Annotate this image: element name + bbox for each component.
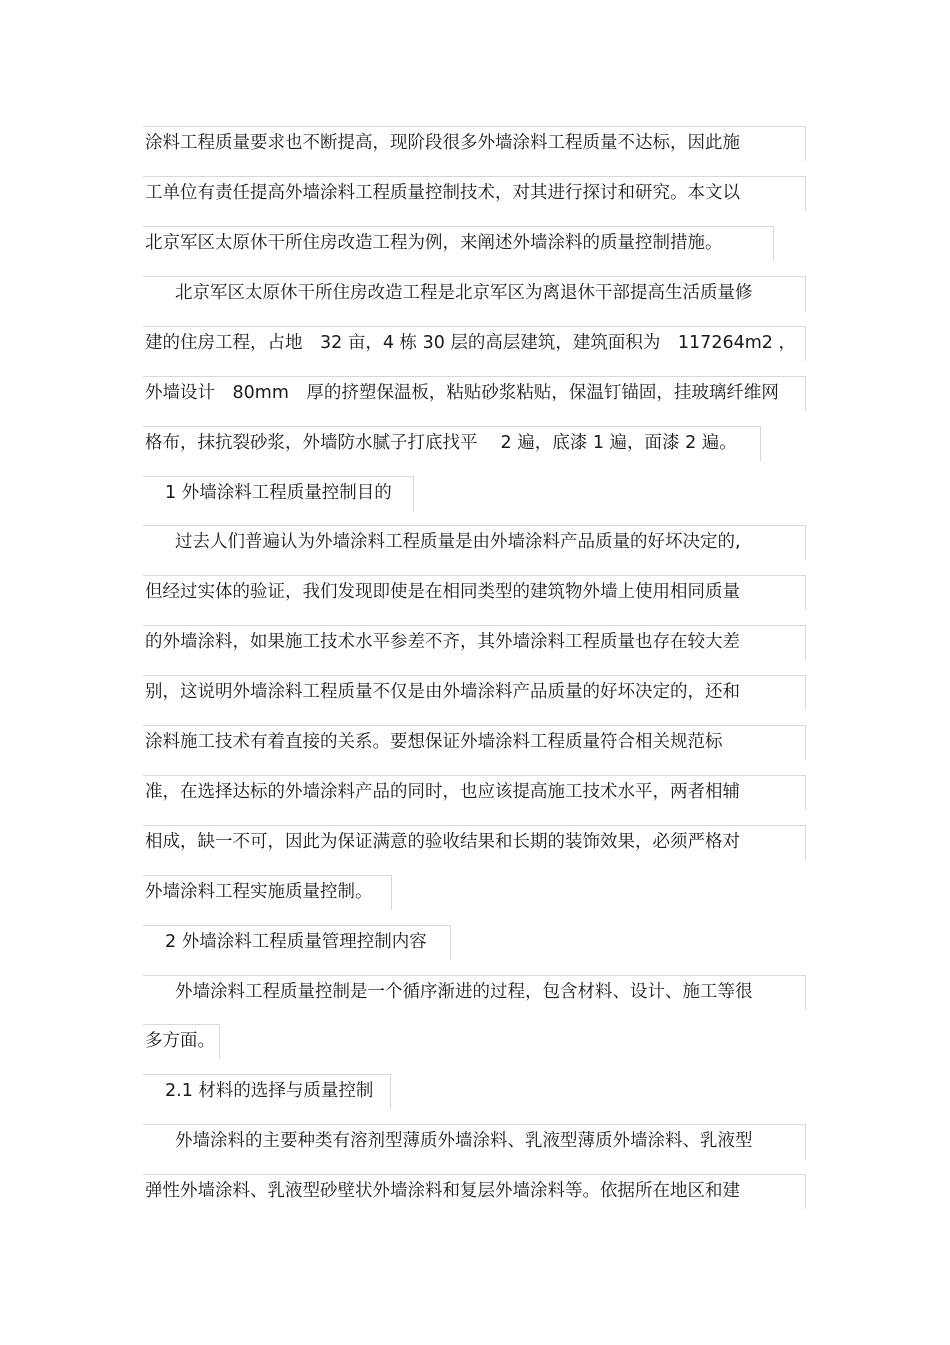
text-line: 建的住房工程，占地 32 亩，4 栋 30 层的高层建筑，建筑面积为 117264m2 ，	[143, 326, 796, 360]
text-line: 的外墙涂料，如果施工技术水平参差不齐，其外墙涂料工程质量也存在较大差	[143, 625, 740, 659]
section-heading: 1 外墙涂料工程质量控制目的	[143, 476, 392, 510]
text-line: 外墙涂料工程实施质量控制。	[143, 875, 373, 909]
text-line: 涂料施工技术有着直接的关系。要想保证外墙涂料工程质量符合相关规范标	[143, 725, 723, 759]
text-line: 外墙设计 80mm 厚的挤塑保温板，粘贴砂浆粘贴，保温钉锚固，挂玻璃纤维网	[143, 376, 779, 410]
text-line: 准，在选择达标的外墙涂料产品的同时，也应该提高施工技术水平，两者相辅	[143, 775, 740, 809]
text-line: 格布，抹抗裂砂浆，外墙防水腻子打底找平 2 遍，底漆 1 遍，面漆 2 遍。	[143, 426, 737, 460]
paragraph-first-line: 外墙涂料的主要种类有溶剂型薄质外墙涂料、乳液型薄质外墙涂料、乳液型	[143, 1124, 753, 1158]
text-line: 北京军区太原休干所住房改造工程为例，来阐述外墙涂料的质量控制措施。	[143, 226, 723, 260]
subsection-heading: 2.1 材料的选择与质量控制	[143, 1074, 373, 1108]
text-line: 但经过实体的验证，我们发现即使是在相同类型的建筑物外墙上使用相同质量	[143, 575, 740, 609]
text-line: 相成，缺一不可，因此为保证满意的验收结果和长期的装饰效果，必须严格对	[143, 825, 740, 859]
text-line: 弹性外墙涂料、乳液型砂壁状外墙涂料和复层外墙涂料等。依据所在地区和建	[143, 1174, 740, 1208]
paragraph-first-line: 北京军区太原休干所住房改造工程是北京军区为离退休干部提高生活质量修	[143, 276, 753, 310]
text-line: 工单位有责任提高外墙涂料工程质量控制技术，对其进行探讨和研究。本文以	[143, 176, 740, 210]
paragraph-first-line: 过去人们普遍认为外墙涂料工程质量是由外墙涂料产品质量的好坏决定的,	[143, 525, 741, 559]
paragraph-first-line: 外墙涂料工程质量控制是一个循序渐进的过程，包含材料、设计、施工等很	[143, 975, 753, 1009]
text-line: 多方面。	[143, 1024, 215, 1058]
section-heading: 2 外墙涂料工程质量管理控制内容	[143, 925, 427, 959]
text-line: 别，这说明外墙涂料工程质量不仅是由外墙涂料产品质量的好坏决定的，还和	[143, 675, 740, 709]
text-line: 涂料工程质量要求也不断提高，现阶段很多外墙涂料工程质量不达标，因此施	[143, 126, 740, 160]
